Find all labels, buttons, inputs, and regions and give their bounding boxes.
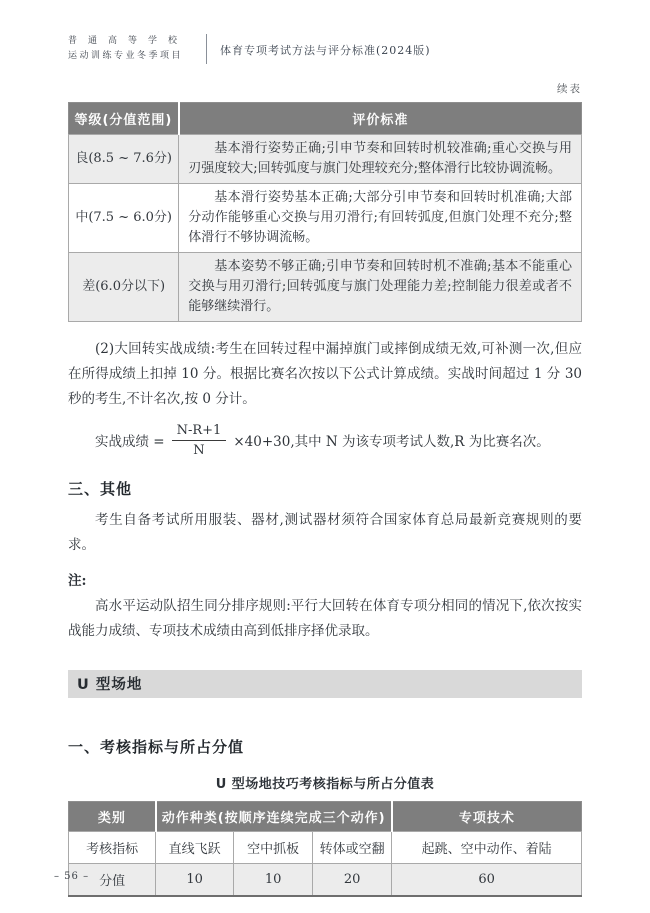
score-table-title: U 型场地技巧考核指标与所占分值表: [215, 777, 435, 792]
points-cell: 20: [313, 864, 392, 897]
points-cell: 60: [392, 864, 582, 897]
header-series-line1: 普通高等学校: [68, 36, 189, 46]
grade-cell: 中(7.5 ~ 6.0分): [69, 184, 179, 253]
section-heading-other: 三、其他: [68, 480, 133, 498]
formula-fraction: [172, 422, 227, 459]
grade-evaluation-table: [68, 102, 582, 322]
paragraph-equipment: 考生自备考试所用服装、器材,测试器材须符合国家体育总局最新竞赛规则的要求。: [68, 512, 582, 553]
paragraph-giant-slalom: (2)大回转实战成绩:考生在回转过程中漏掉旗门或摔倒成绩无效,可补测一次,但应在所得成绩上扣掉 10 分。根据比赛名次按以下公式计算成绩。实战时间超过 1 分 30 秒的考生,不计名次,按 0 分计。: [68, 341, 582, 407]
criteria-cell: 基本滑行姿势基本正确;大部分引申节奏和回转时机准确;大部分动作能够重心交换与用刃滑行;有回转弧度,但旗门处理不充分;整体滑行不够协调流畅。: [179, 184, 582, 253]
formula-prefix: 实战成绩 =: [95, 434, 165, 450]
technique-column-header: 专项技术: [392, 802, 582, 832]
section-heading-indicators: 一、考核指标与所占分值: [68, 738, 245, 756]
criteria-cell: 基本姿势不够正确;引申节奏和回转时机不准确;基本不能重心交换与用刃滑行;回转弧度与旗门处理能力差;控制能力很差或者不能够继续滑行。: [179, 253, 582, 322]
indicator-cell: 空中抓板: [234, 832, 313, 864]
indicator-cell: 直线飞跃: [156, 832, 234, 864]
points-cell: 10: [156, 864, 234, 897]
actions-column-header: 动作种类(按顺序连续完成三个动作): [156, 802, 392, 832]
category-column-header: 类别: [69, 802, 156, 832]
indicator-cell: 起跳、空中动作、着陆: [392, 832, 582, 864]
criteria-column-header: 评价标准: [179, 103, 582, 135]
score-allocation-table: [68, 801, 582, 897]
fraction-denominator: N: [193, 442, 205, 458]
note-label: 注:: [68, 573, 87, 589]
score-formula: [68, 417, 582, 463]
continued-table-label: 续表: [557, 83, 582, 95]
points-label-cell: 分值: [69, 864, 156, 897]
points-cell: 10: [234, 864, 313, 897]
page-number: – 56 –: [54, 871, 90, 882]
indicator-label-cell: 考核指标: [69, 832, 156, 864]
header-divider: [206, 34, 207, 64]
table-row: [69, 864, 582, 897]
table-row: [69, 135, 582, 184]
paragraph-note: 高水平运动队招生同分排序规则:平行大回转在体育专项分相同的情况下,依次按实战能力成绩、专项技术成绩由高到低排序择优录取。: [68, 598, 582, 639]
criteria-cell: 基本滑行姿势正确;引申节奏和回转时机较准确;重心交换与用刃强度较大;回转弧度与旗门处理较充分;整体滑行比较协调流畅。: [179, 135, 582, 184]
header-series-label: [68, 34, 200, 64]
indicator-cell: 转体或空翻: [313, 832, 392, 864]
header-book-title: 体育专项考试方法与评分标准(2024版): [220, 44, 431, 57]
grade-column-header: 等级(分值范围): [69, 103, 179, 135]
grade-cell: 差(6.0分以下): [69, 253, 179, 322]
table-header-row: [69, 103, 582, 135]
section-bar-u-pipe: U 型场地: [68, 670, 582, 698]
table-row: [69, 832, 582, 864]
header-series-line2: 运动训练专业冬季项目: [68, 51, 184, 61]
fraction-numerator: N-R+1: [172, 422, 227, 441]
table-row: [69, 253, 582, 322]
table-header-row: [69, 802, 582, 832]
grade-cell: 良(8.5 ~ 7.6分): [69, 135, 179, 184]
running-header: [68, 0, 582, 64]
formula-suffix: ×40+30,其中 N 为该专项考试人数,R 为比赛名次。: [233, 434, 550, 450]
table-row: [69, 184, 582, 253]
